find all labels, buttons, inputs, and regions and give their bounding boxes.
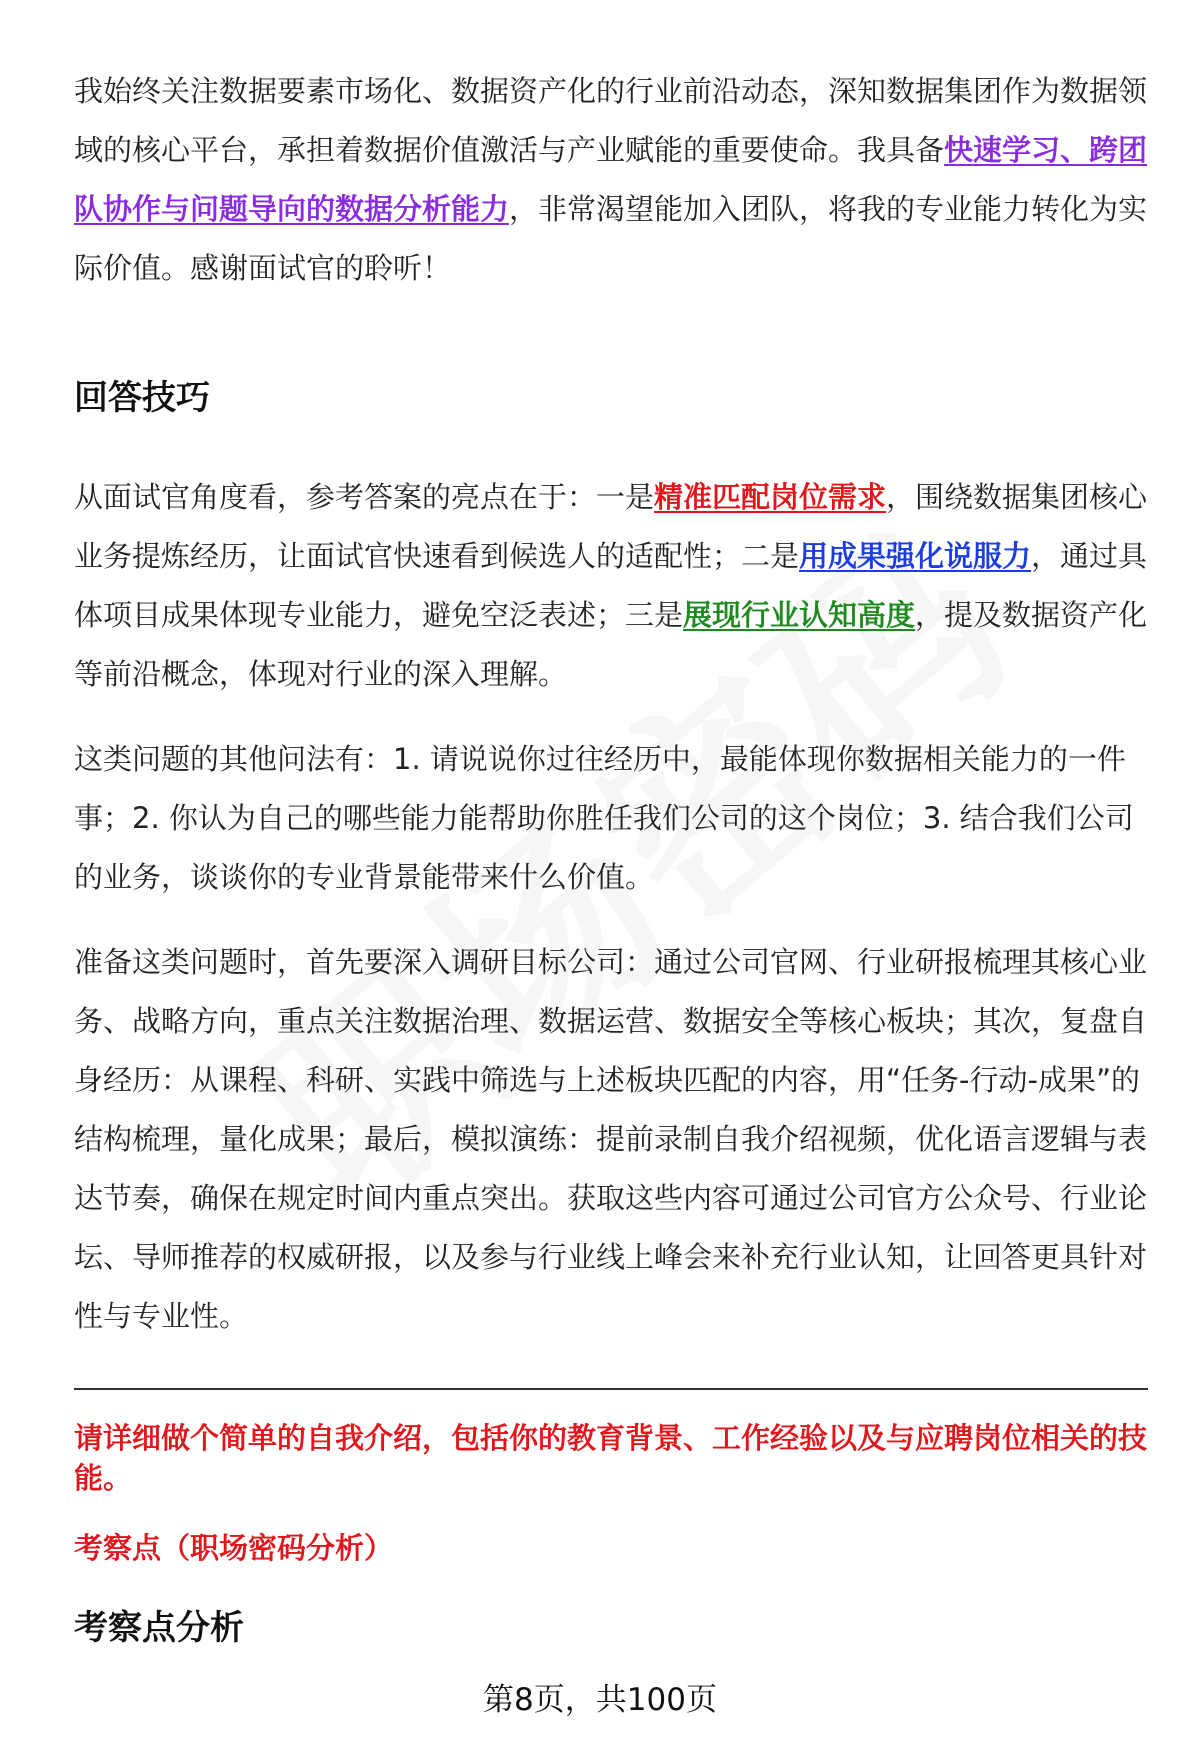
intro-highlight: 快速学习、跨团队协作与问题导向的数据分析能力 — [74, 133, 1148, 226]
tips-paragraph-3: 准备这类问题时，首先要深入调研目标公司：通过公司官网、行业研报梳理其核心业务、战略方向，重点关注数据治理、数据运营、数据安全等核心板块；其次，复盘自身经历：从课程、科研、实践中筛选与上述板块匹配的内容，用“任务-行动-成果”的结构梳理，量化成果；最后，模拟演练：提前录制自我介绍视频，优化语言逻辑与表达节奏，确保在规定时间内重点突出。获取这些内容可通过公司官方公众号、行业论坛、导师推荐的权威研报，以及参与行业线上峰会来补充行业认知，让回答更具针对性与专业性。 — [74, 945, 1148, 1333]
tips-text-2: ，围绕数据集团核心业务提炼经历，让面试官快速看到候选人的适配性；二是 — [74, 480, 1148, 573]
tips-text-4: ，提及数据资产化等前沿概念，体现对行业的深入理解。 — [74, 598, 1148, 691]
analysis-heading: 考察点分析 — [74, 1608, 244, 1648]
tips-text-3: ，通过具体项目成果体现专业能力，避免空泛表述；三是 — [74, 539, 1148, 632]
tips-paragraph-2: 这类问题的其他问法有：1. 请说说你过往经历中，最能体现你数据相关能力的一件事；2. 你认为自己的哪些能力能帮助你胜任我们公司的这个岗位；3. 结合我们公司的业务，谈谈你的专业背景能带来什么价值。 — [74, 742, 1134, 894]
tips-highlight-3: 展现行业认知高度 — [683, 598, 916, 632]
page-footer: 第8页，共100页 — [483, 1682, 717, 1718]
tips-text-1: 从面试官角度看，参考答案的亮点在于：一是 — [74, 480, 655, 514]
intro-paragraph — [74, 62, 1148, 298]
intro-text-before: 我始终关注数据要素市场化、数据资产化的行业前沿动态，深知数据集团作为数据领域的核心平台，承担着数据价值激活与产业赋能的重要使命。我具备 — [74, 74, 1148, 167]
document-page — [74, 62, 1148, 1650]
tips-heading: 回答技巧 — [74, 378, 210, 418]
tips-highlight-1: 精准匹配岗位需求 — [654, 480, 887, 514]
tips-paragraph-1 — [74, 468, 1148, 704]
interview-question: 请详细做个简单的自我介绍，包括你的教育背景、工作经验以及与应聘岗位相关的技能。 — [74, 1421, 1148, 1495]
tips-highlight-2: 用成果强化说服力 — [799, 539, 1032, 573]
exam-point-label: 考察点（职场密码分析） — [74, 1531, 394, 1565]
intro-text-after: ，非常渴望能加入团队，将我的专业能力转化为实际价值。感谢面试官的聆听！ — [74, 192, 1148, 285]
